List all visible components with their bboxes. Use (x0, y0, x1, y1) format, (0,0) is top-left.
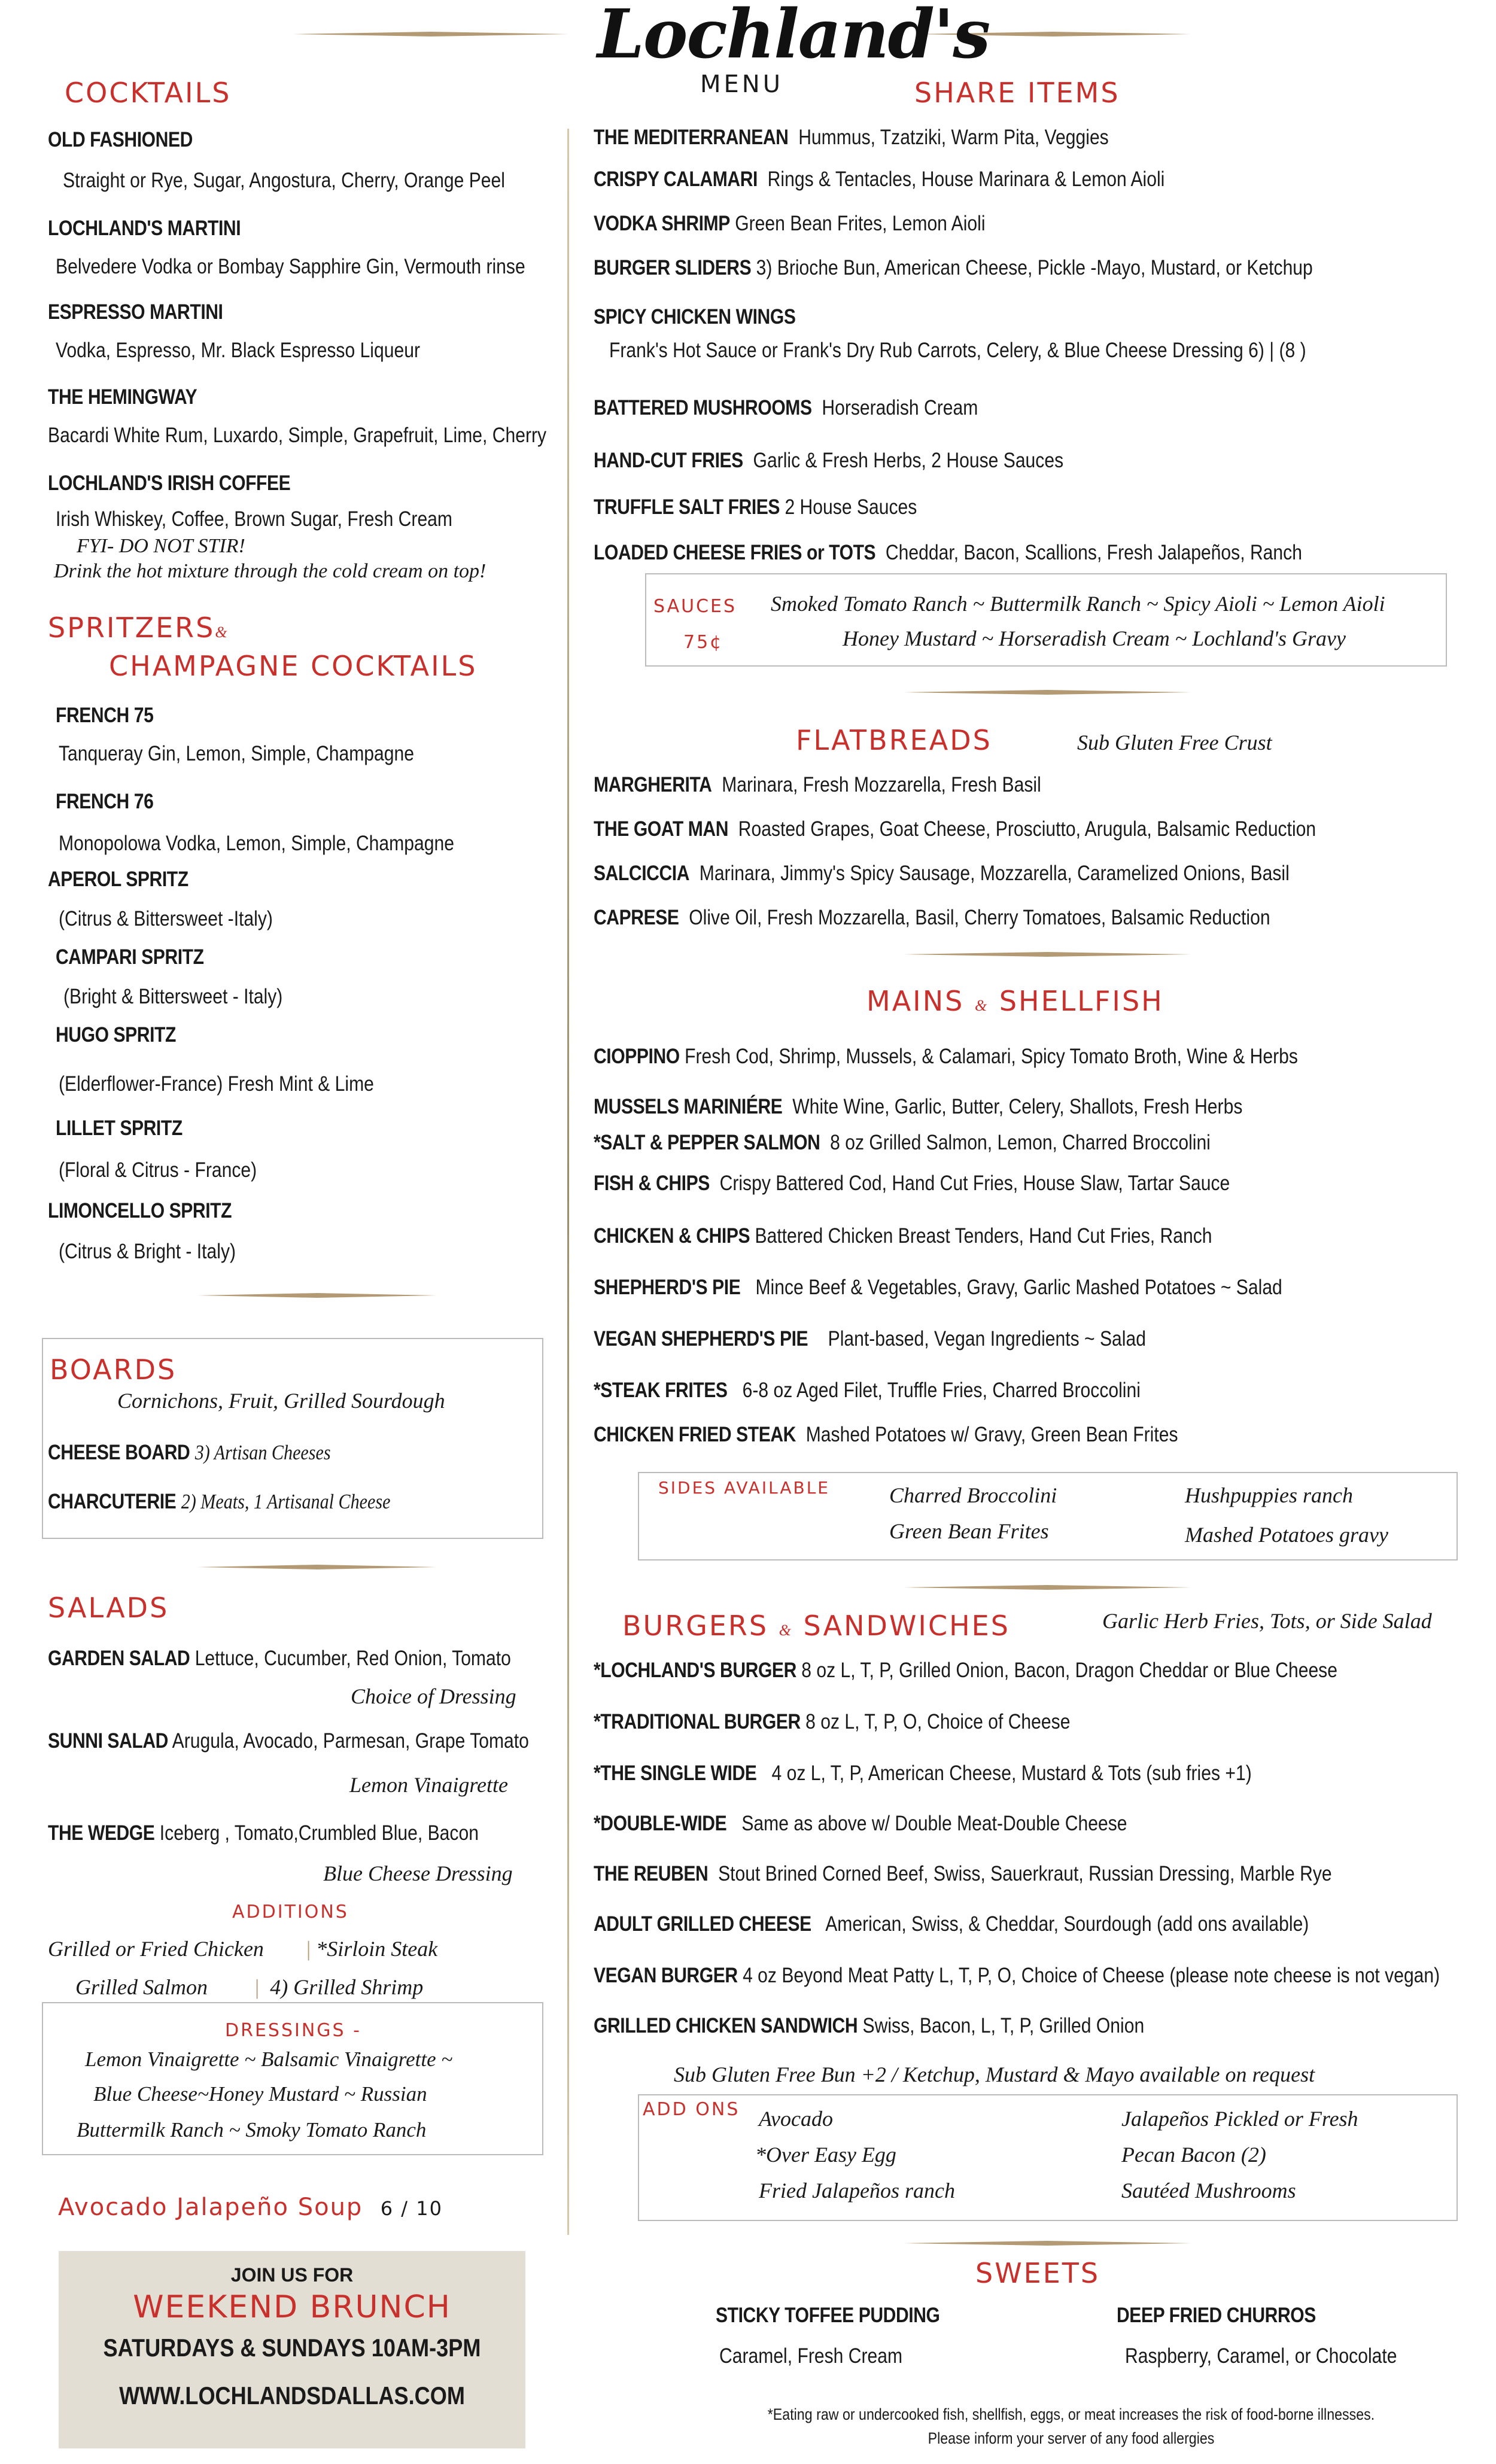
champagne-cocktails-heading: CHAMPAGNE COCKTAILS (109, 650, 478, 682)
item-caprese (594, 906, 1270, 930)
item-spicy-wings-desc: Frank's Hot Sauce or Frank's Dry Rub Carrots, Celery, & Blue Cheese Dressing 6) | (8 ) (609, 339, 1306, 362)
item-hugo-spritz: HUGO SPRITZ (56, 1023, 176, 1047)
item-espresso-martini-desc: Vodka, Espresso, Mr. Black Espresso Liqueur (56, 339, 420, 362)
double-wide-desc: Same as above w/ Double Meat-Double Cheese (741, 1812, 1127, 1835)
calamari-desc: Rings & Tentacles, House Marinara & Lemon Aioli (767, 168, 1165, 191)
steak-frites-name: *STEAK FRITES (594, 1379, 728, 1402)
addition-sirloin-text: *Sirloin Steak (316, 1937, 438, 1961)
item-mediterranean (594, 126, 1109, 150)
side-broccolini: Charred Broccolini (889, 1483, 1057, 1507)
wedge-desc: Iceberg , Tomato,Crumbled Blue, Bacon (159, 1821, 479, 1845)
item-lochlands-martini: LOCHLAND'S MARTINI (48, 217, 241, 240)
item-chicken-chips (594, 1224, 1212, 1248)
menu-label: MENU (700, 71, 783, 98)
header-ornament-left (293, 31, 568, 37)
vegan-pie-desc: Plant-based, Vegan Ingredients ~ Salad (828, 1327, 1146, 1350)
ornament-left-2 (197, 1564, 437, 1570)
goat-man-name: THE GOAT MAN (594, 817, 729, 841)
item-vegan-burger (594, 1964, 1440, 1988)
item-chicken-fried-steak (594, 1423, 1178, 1447)
reuben-name: THE REUBEN (594, 1862, 709, 1885)
item-hand-cut-fries (594, 449, 1063, 473)
soup-price: 6 / 10 (380, 2197, 443, 2220)
garden-salad-name: GARDEN SALAD (48, 1647, 190, 1670)
soup-name (58, 2194, 443, 2221)
ornament-left-1 (197, 1292, 437, 1298)
vodka-shrimp-desc: Green Bean Frites, Lemon Aioli (735, 212, 986, 235)
additions-heading: ADDITIONS (232, 1902, 349, 1922)
item-truffle-fries (594, 495, 917, 519)
fish-chips-name: FISH & CHIPS (594, 1172, 710, 1195)
ampersand: & (779, 1622, 793, 1639)
mussels-desc: White Wine, Garlic, Butter, Celery, Shallots, Fresh Herbs (792, 1095, 1243, 1118)
charcuterie-name: CHARCUTERIE (48, 1490, 177, 1513)
item-sticky-toffee: STICKY TOFFEE PUDDING (716, 2304, 940, 2327)
item-french-76-desc: Monopolowa Vodka, Lemon, Simple, Champagne (59, 832, 454, 855)
item-french-76: FRENCH 76 (56, 790, 154, 813)
item-old-fashioned: OLD FASHIONED (48, 128, 193, 151)
fries-desc: Garlic & Fresh Herbs, 2 House Sauces (753, 449, 1064, 472)
item-adult-grilled-cheese (594, 1912, 1309, 1936)
brunch-days: SATURDAYS & SUNDAYS 10AM-3PM (103, 2334, 481, 2362)
item-salmon (594, 1131, 1211, 1155)
dressings-line-1: Lemon Vinaigrette ~ Balsamic Vinaigrette ~ (85, 2048, 453, 2071)
item-lochlands-martini-desc: Belvedere Vodka or Bombay Sapphire Gin, Vermouth rinse (56, 255, 525, 278)
column-divider (567, 129, 569, 2235)
ornament-right-3 (904, 1584, 1191, 1590)
sliders-name: BURGER SLIDERS (594, 256, 752, 279)
item-battered-mushrooms (594, 396, 978, 420)
chicken-chips-desc: Battered Chicken Breast Tenders, Hand Cut Fries, Ranch (755, 1224, 1212, 1248)
item-hemingway: THE HEMINGWAY (48, 385, 197, 409)
chicken-sandwich-name: GRILLED CHICKEN SANDWICH (594, 2014, 858, 2037)
share-heading: SHARE ITEMS (914, 77, 1120, 109)
spritzers-heading: SPRITZERS& (48, 612, 229, 644)
item-garden-salad (48, 1647, 511, 1671)
flatbreads-heading: FLATBREADS (796, 724, 992, 756)
margherita-desc: Marinara, Fresh Mozzarella, Fresh Basil (722, 773, 1041, 796)
disclaimer-line-1: *Eating raw or undercooked fish, shellfish, eggs, or meat increases the risk of food-borne illnesses. (767, 2405, 1375, 2423)
addon-avocado: Avocado (759, 2107, 833, 2131)
item-shepherds-pie (594, 1276, 1282, 1300)
side-hushpuppies: Hushpuppies ranch (1185, 1483, 1353, 1507)
item-crispy-calamari (594, 168, 1164, 191)
item-double-wide (594, 1812, 1127, 1836)
wedge-dressing: Blue Cheese Dressing (323, 1861, 513, 1885)
lochlands-burger-name: *LOCHLAND'S BURGER (594, 1659, 796, 1682)
item-hemingway-desc: Bacardi White Rum, Luxardo, Simple, Grapefruit, Lime, Cherry (48, 424, 547, 447)
salciccia-desc: Marinara, Jimmy's Spicy Sausage, Mozzarella, Caramelized Onions, Basil (699, 862, 1290, 885)
sliders-desc: 3) Brioche Bun, American Cheese, Pickle -Mayo, Mustard, or Ketchup (756, 256, 1313, 279)
garden-salad-desc: Lettuce, Cucumber, Red Onion, Tomato (194, 1647, 511, 1670)
logo: Lochland's (597, 0, 990, 74)
sauces-line-2: Honey Mustard ~ Horseradish Cream ~ Lochland's Gravy (843, 626, 1346, 650)
sauces-price: 75¢ (683, 632, 723, 653)
sauces-line-1: Smoked Tomato Ranch ~ Buttermilk Ranch ~ Spicy Aioli ~ Lemon Aioli (771, 592, 1385, 616)
item-lillet-spritz-desc: (Floral & Citrus - France) (59, 1158, 257, 1182)
salads-heading: SALADS (48, 1592, 169, 1624)
cioppino-name: CIOPPINO (594, 1045, 680, 1068)
double-wide-name: *DOUBLE-WIDE (594, 1812, 727, 1835)
item-french-75: FRENCH 75 (56, 704, 154, 727)
chicken-chips-name: CHICKEN & CHIPS (594, 1224, 750, 1248)
shepherds-pie-desc: Mince Beef & Vegetables, Gravy, Garlic Mashed Potatoes ~ Salad (755, 1276, 1282, 1299)
sunni-salad-desc: Arugula, Avocado, Parmesan, Grape Tomato (172, 1729, 529, 1753)
caprese-desc: Olive Oil, Fresh Mozzarella, Basil, Cherry Tomatoes, Balsamic Reduction (689, 906, 1270, 929)
item-irish-coffee-desc: Irish Whiskey, Coffee, Brown Sugar, Fresh Cream (56, 507, 453, 531)
item-cheese-board (48, 1441, 331, 1465)
item-hugo-spritz-desc: (Elderflower-France) Fresh Mint & Lime (59, 1072, 374, 1096)
addons-heading: ADD ONS (643, 2099, 740, 2120)
item-the-wedge (48, 1821, 479, 1845)
item-goat-man (594, 817, 1316, 841)
sunni-salad-dressing: Lemon Vinaigrette (349, 1773, 508, 1797)
dressings-heading: DRESSINGS - (225, 2020, 361, 2041)
steak-frites-desc: 6-8 oz Aged Filet, Truffle Fries, Charred Broccolini (742, 1379, 1141, 1402)
ornament-right-1 (904, 689, 1191, 695)
goat-man-desc: Roasted Grapes, Goat Cheese, Prosciutto, Arugula, Balsamic Reduction (738, 817, 1316, 841)
mussels-name: MUSSELS MARINIÉRE (594, 1095, 783, 1118)
brunch-title: WEEKEND BRUNCH (133, 2289, 451, 2325)
irish-coffee-note: FYI- DO NOT STIR! (77, 535, 245, 557)
addition-salmon: Grilled Salmon (75, 1975, 208, 1999)
truffle-desc: 2 House Sauces (785, 495, 917, 519)
irish-coffee-tip: Drink the hot mixture through the cold cream on top! (54, 560, 486, 582)
traditional-burger-desc: 8 oz L, T, P, O, Choice of Cheese (805, 1710, 1071, 1733)
item-campari-spritz-desc: (Bright & Bittersweet - Italy) (63, 985, 283, 1008)
mushrooms-name: BATTERED MUSHROOMS (594, 396, 812, 419)
boards-subtitle: Cornichons, Fruit, Grilled Sourdough (117, 1389, 445, 1413)
item-campari-spritz: CAMPARI SPRITZ (56, 945, 204, 969)
traditional-burger-name: *TRADITIONAL BURGER (594, 1710, 801, 1733)
cfs-name: CHICKEN FRIED STEAK (594, 1423, 796, 1446)
item-vegan-shepherds-pie (594, 1327, 1146, 1351)
wedge-name: THE WEDGE (48, 1821, 155, 1845)
truffle-name: TRUFFLE SALT FRIES (594, 495, 780, 519)
mushrooms-desc: Horseradish Cream (822, 396, 978, 419)
item-aperol-spritz-desc: (Citrus & Bittersweet -Italy) (59, 907, 273, 930)
reuben-desc: Stout Brined Corned Beef, Swiss, Sauerkraut, Russian Dressing, Marble Rye (718, 1862, 1332, 1885)
addon-fried-jalapenos: Fried Jalapeños ranch (759, 2179, 955, 2203)
item-spicy-wings: SPICY CHICKEN WINGS (594, 305, 796, 328)
fish-chips-desc: Crispy Battered Cod, Hand Cut Fries, House Slaw, Tartar Sauce (719, 1172, 1230, 1195)
sauces-heading: SAUCES (653, 596, 737, 617)
item-limoncello-spritz-desc: (Citrus & Bright - Italy) (59, 1240, 236, 1263)
item-irish-coffee: LOCHLAND'S IRISH COFFEE (48, 471, 291, 495)
dressings-line-2: Blue Cheese~Honey Mustard ~ Russian (93, 2082, 427, 2106)
addon-egg: *Over Easy Egg (755, 2143, 896, 2167)
cioppino-desc: Fresh Cod, Shrimp, Mussels, & Calamari, Spicy Tomato Broth, Wine & Herbs (685, 1045, 1298, 1068)
item-charcuterie (48, 1490, 390, 1514)
flatbreads-note: Sub Gluten Free Crust (1077, 731, 1272, 755)
cheese-board-name: CHEESE BOARD (48, 1441, 190, 1464)
item-margherita (594, 773, 1041, 797)
addition-shrimp: | 4) Grilled Shrimp (255, 1975, 424, 1999)
item-espresso-martini: ESPRESSO MARTINI (48, 300, 223, 324)
item-traditional-burger (594, 1710, 1070, 1734)
item-aperol-spritz: APEROL SPRITZ (48, 868, 188, 891)
item-salciccia (594, 862, 1290, 886)
ampersand: & (215, 623, 229, 641)
item-reuben (594, 1862, 1332, 1886)
grilled-cheese-desc: American, Swiss, & Cheddar, Sourdough (add ons available) (825, 1912, 1309, 1936)
caprese-name: CAPRESE (594, 906, 679, 929)
single-wide-name: *THE SINGLE WIDE (594, 1762, 757, 1785)
loaded-desc: Cheddar, Bacon, Scallions, Fresh Jalapeños, Ranch (885, 541, 1302, 564)
item-lillet-spritz: LILLET SPRITZ (56, 1117, 183, 1140)
mediterranean-name: THE MEDITERRANEAN (594, 126, 789, 149)
vegan-burger-desc: 4 oz Beyond Meat Patty L, T, P, O, Choice of Cheese (please note cheese is not vegan) (743, 1964, 1440, 1987)
mediterranean-desc: Hummus, Tzatziki, Warm Pita, Veggies (798, 126, 1109, 149)
disclaimer-line-2: Please inform your server of any food allergies (928, 2429, 1215, 2447)
salmon-desc: 8 oz Grilled Salmon, Lemon, Charred Broccolini (830, 1131, 1211, 1154)
loaded-name: LOADED CHEESE FRIES or TOTS (594, 541, 876, 564)
gluten-free-note: Sub Gluten Free Bun +2 / Ketchup, Mustard & Mayo available on request (674, 2063, 1315, 2086)
item-steak-frites (594, 1379, 1141, 1403)
chicken-sandwich-desc: Swiss, Bacon, L, T, P, Grilled Onion (862, 2014, 1145, 2037)
calamari-name: CRISPY CALAMARI (594, 168, 758, 191)
dressings-line-3: Buttermilk Ranch ~ Smoky Tomato Ranch (77, 2118, 427, 2141)
salciccia-name: SALCICCIA (594, 862, 690, 885)
shepherds-pie-name: SHEPHERD'S PIE (594, 1276, 741, 1299)
ornament-right-4 (904, 2240, 1191, 2246)
sides-heading: SIDES AVAILABLE (658, 1478, 830, 1498)
item-burger-sliders (594, 256, 1313, 280)
mains-heading: MAINS & SHELLFISH (866, 985, 1164, 1017)
sweets-heading: SWEETS (975, 2257, 1100, 2289)
addition-chicken: Grilled or Fried Chicken (48, 1937, 264, 1961)
burgers-note: Garlic Herb Fries, Tots, or Side Salad (1102, 1609, 1432, 1633)
addition-shrimp-text: 4) Grilled Shrimp (270, 1975, 424, 1999)
item-loaded-fries (594, 541, 1302, 565)
single-wide-desc: 4 oz L, T, P, American Cheese, Mustard & Tots (sub fries +1) (771, 1762, 1252, 1785)
garden-salad-dressing: Choice of Dressing (351, 1684, 516, 1708)
item-mussels (594, 1095, 1242, 1119)
charcuterie-desc: 2) Meats, 1 Artisanal Cheese (181, 1490, 391, 1513)
item-fish-chips (594, 1172, 1230, 1196)
item-lochlands-burger (594, 1659, 1337, 1683)
ornament-right-2 (904, 951, 1191, 957)
addon-jalapenos: Jalapeños Pickled or Fresh (1121, 2107, 1358, 2131)
item-sunni-salad (48, 1729, 529, 1753)
item-churros-desc: Raspberry, Caramel, or Chocolate (1125, 2344, 1397, 2368)
cheese-board-desc: 3) Artisan Cheeses (194, 1441, 331, 1464)
addon-pecan-bacon: Pecan Bacon (2) (1121, 2143, 1266, 2167)
margherita-name: MARGHERITA (594, 773, 712, 796)
salmon-name: *SALT & PEPPER SALMON (594, 1131, 820, 1154)
ampersand: & (974, 997, 989, 1014)
side-green-bean-frites: Green Bean Frites (889, 1519, 1049, 1543)
lochlands-burger-desc: 8 oz L, T, P, Grilled Onion, Bacon, Dragon Cheddar or Blue Cheese (801, 1659, 1337, 1682)
item-sticky-toffee-desc: Caramel, Fresh Cream (719, 2344, 903, 2368)
item-limoncello-spritz: LIMONCELLO SPRITZ (48, 1199, 232, 1222)
grilled-cheese-name: ADULT GRILLED CHEESE (594, 1912, 811, 1936)
item-french-75-desc: Tanqueray Gin, Lemon, Simple, Champagne (59, 742, 414, 765)
burgers-heading: BURGERS & SANDWICHES (622, 1610, 1010, 1642)
soup-title: Avocado Jalapeño Soup (58, 2194, 363, 2221)
brunch-site: WWW.LOCHLANDSDALLAS.COM (119, 2381, 465, 2410)
item-single-wide (594, 1762, 1252, 1785)
brunch-join: JOIN US FOR (230, 2264, 354, 2286)
addition-sirloin: | *Sirloin Steak (306, 1937, 438, 1961)
sauces-box (645, 573, 1447, 667)
item-grilled-chicken-sandwich (594, 2014, 1144, 2038)
sunni-salad-name: SUNNI SALAD (48, 1729, 168, 1753)
cocktails-heading: COCKTAILS (65, 77, 232, 109)
vegan-pie-name: VEGAN SHEPHERD'S PIE (594, 1327, 808, 1350)
item-vodka-shrimp (594, 212, 986, 236)
cfs-desc: Mashed Potatoes w/ Gravy, Green Bean Frites (805, 1423, 1178, 1446)
side-mashed-potatoes: Mashed Potatoes gravy (1185, 1523, 1388, 1547)
fries-name: HAND-CUT FRIES (594, 449, 743, 472)
vodka-shrimp-name: VODKA SHRIMP (594, 212, 730, 235)
boards-heading: BOARDS (50, 1353, 177, 1386)
item-old-fashioned-desc: Straight or Rye, Sugar, Angostura, Cherry, Orange Peel (63, 169, 505, 192)
vegan-burger-name: VEGAN BURGER (594, 1964, 738, 1987)
item-churros: DEEP FRIED CHURROS (1117, 2304, 1316, 2327)
addon-mushrooms: Sautéed Mushrooms (1121, 2179, 1296, 2203)
item-cioppino (594, 1045, 1298, 1069)
